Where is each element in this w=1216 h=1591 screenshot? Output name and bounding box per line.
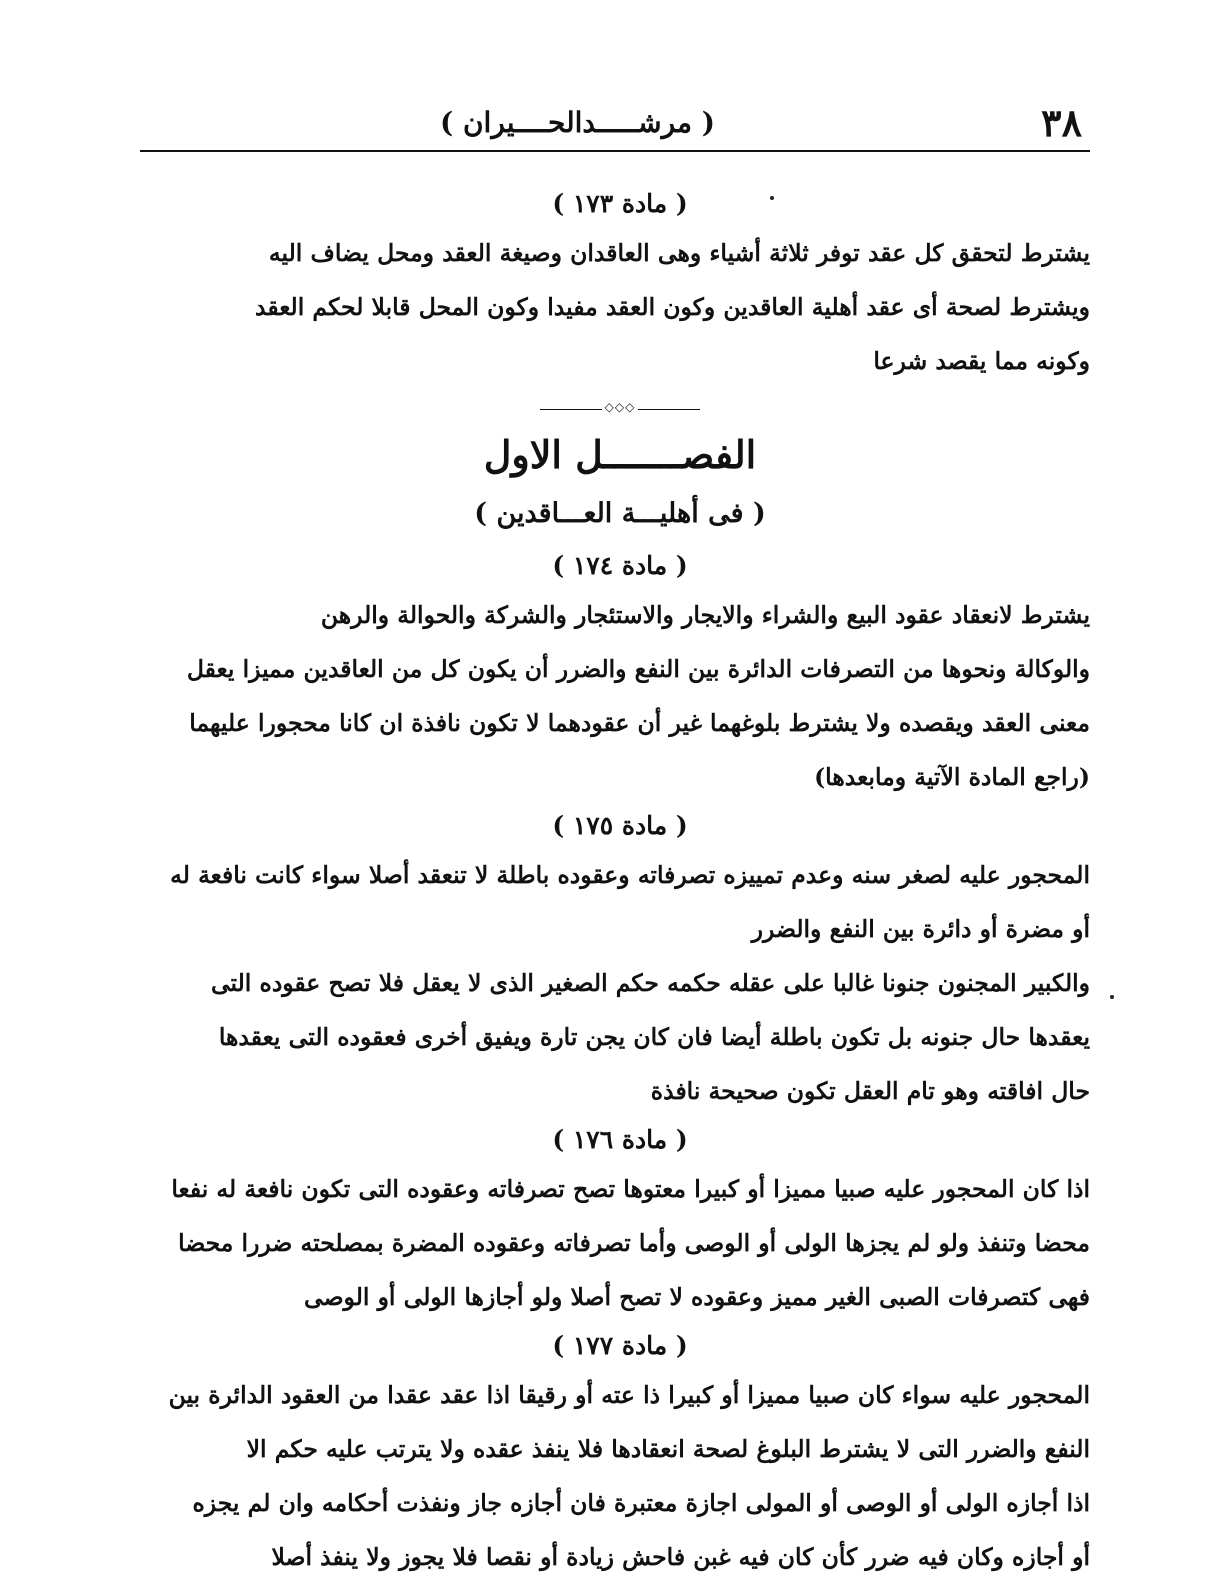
- article-line: أو مضرة أو دائرة بين النفع والضرر: [751, 915, 1090, 943]
- article-line: (راجع المادة الآتية ومابعدها): [814, 763, 1090, 791]
- article-line: ويشترط لصحة أى عقد أهلية العاقدين وكون العقد مفيدا وكون المحل قابلا لحكم العقد: [255, 293, 1090, 321]
- article-heading: ( مادة ١٧٦ ): [552, 1125, 688, 1154]
- chapter-subtitle: ( فى أهليـــة العـــاقدين ): [474, 498, 766, 529]
- section-divider: [540, 402, 700, 418]
- article-173: [150, 182, 1090, 388]
- article-line: أو أجازه وكان فيه ضرر كأن كان فيه غبن فاحش زيادة أو نقصا فلا يجوز ولا ينفذ أصلا: [271, 1543, 1090, 1571]
- article-heading: ( مادة ١٧٤ ): [552, 551, 688, 580]
- article-line: اذا كان المحجور عليه صبيا مميزا أو كبيرا معتوها تصح تصرفاته وعقوده التى تكون نافعة له نفعا: [171, 1175, 1090, 1203]
- article-line: يعقدها حال جنونه بل تكون باطلة أيضا فان كان يجن تارة ويفيق أخرى فعقوده التى يعقدها: [218, 1023, 1090, 1051]
- page-number: ٣٨: [1041, 99, 1082, 145]
- header-rule: [140, 150, 1090, 152]
- running-title: ( مرشـــــدالحــــيران ): [440, 105, 716, 139]
- article-line: معنى العقد ويقصده ولا يشترط بلوغهما غير أن عقودهما لا تكون نافذة ان كانا محجورا عليهما: [189, 709, 1090, 737]
- article-line: يشترط لانعقاد عقود البيع والشراء والايجار والاستئجار والشركة والحوالة والرهن: [320, 601, 1090, 629]
- chapter-title: الفصـــــــل الاول: [483, 432, 757, 477]
- speck-mark: [1110, 995, 1114, 999]
- page-header: [140, 92, 1090, 152]
- article-line: المحجور عليه لصغر سنه وعدم تمييزه تصرفاته وعقوده باطلة لا تنعقد أصلا سواء كانت نافعة له: [170, 861, 1090, 889]
- article-line: النفع والضرر التى لا يشترط البلوغ لصحة انعقادها فلا ينفذ عقده ولا يترتب عليه حكم الا: [246, 1435, 1090, 1463]
- page-content: [150, 182, 1090, 1584]
- article-line: فهى كتصرفات الصبى الغير مميز وعقوده لا تصح أصلا ولو أجازها الولى أو الوصى: [304, 1283, 1090, 1311]
- article-heading: ( مادة ١٧٧ ): [552, 1331, 688, 1360]
- speck-mark: [770, 196, 774, 200]
- article-line: وكونه مما يقصد شرعا: [873, 347, 1090, 375]
- article-line: حال افاقته وهو تام العقل تكون صحيحة نافذة: [650, 1077, 1090, 1105]
- article-177: [150, 1324, 1090, 1584]
- article-174: [150, 544, 1090, 804]
- article-line: يشترط لتحقق كل عقد توفر ثلاثة أشياء وهى العاقدان وصيغة العقد ومحل يضاف اليه: [268, 239, 1090, 267]
- article-heading: ( مادة ١٧٥ ): [552, 811, 688, 840]
- article-heading: ( مادة ١٧٣ ): [552, 189, 688, 218]
- article-175: [150, 804, 1090, 1118]
- divider-ornament: ◇◇◇: [602, 400, 638, 414]
- article-line: المحجور عليه سواء كان صبيا مميزا أو كبيرا ذا عته أو رقيقا اذا عقد عقدا من العقود الدائرة بين: [168, 1381, 1090, 1409]
- article-line: اذا أجازه الولى أو الوصى أو المولى اجازة معتبرة فان أجازه جاز ونفذت أحكامه وان لم يجزه: [192, 1489, 1090, 1517]
- article-line: والوكالة ونحوها من التصرفات الدائرة بين النفع والضرر أن يكون كل من العاقدين مميزا يعقل: [186, 655, 1090, 683]
- article-line: والكبير المجنون جنونا غالبا على عقله حكمه حكم الصغير الذى لا يعقل فلا تصح عقوده التى: [210, 969, 1090, 997]
- article-176: [150, 1118, 1090, 1324]
- article-line: محضا وتنفذ ولو لم يجزها الولى أو الوصى وأما تصرفاته وعقوده المضرة بمصلحته ضررا محضا: [178, 1229, 1090, 1257]
